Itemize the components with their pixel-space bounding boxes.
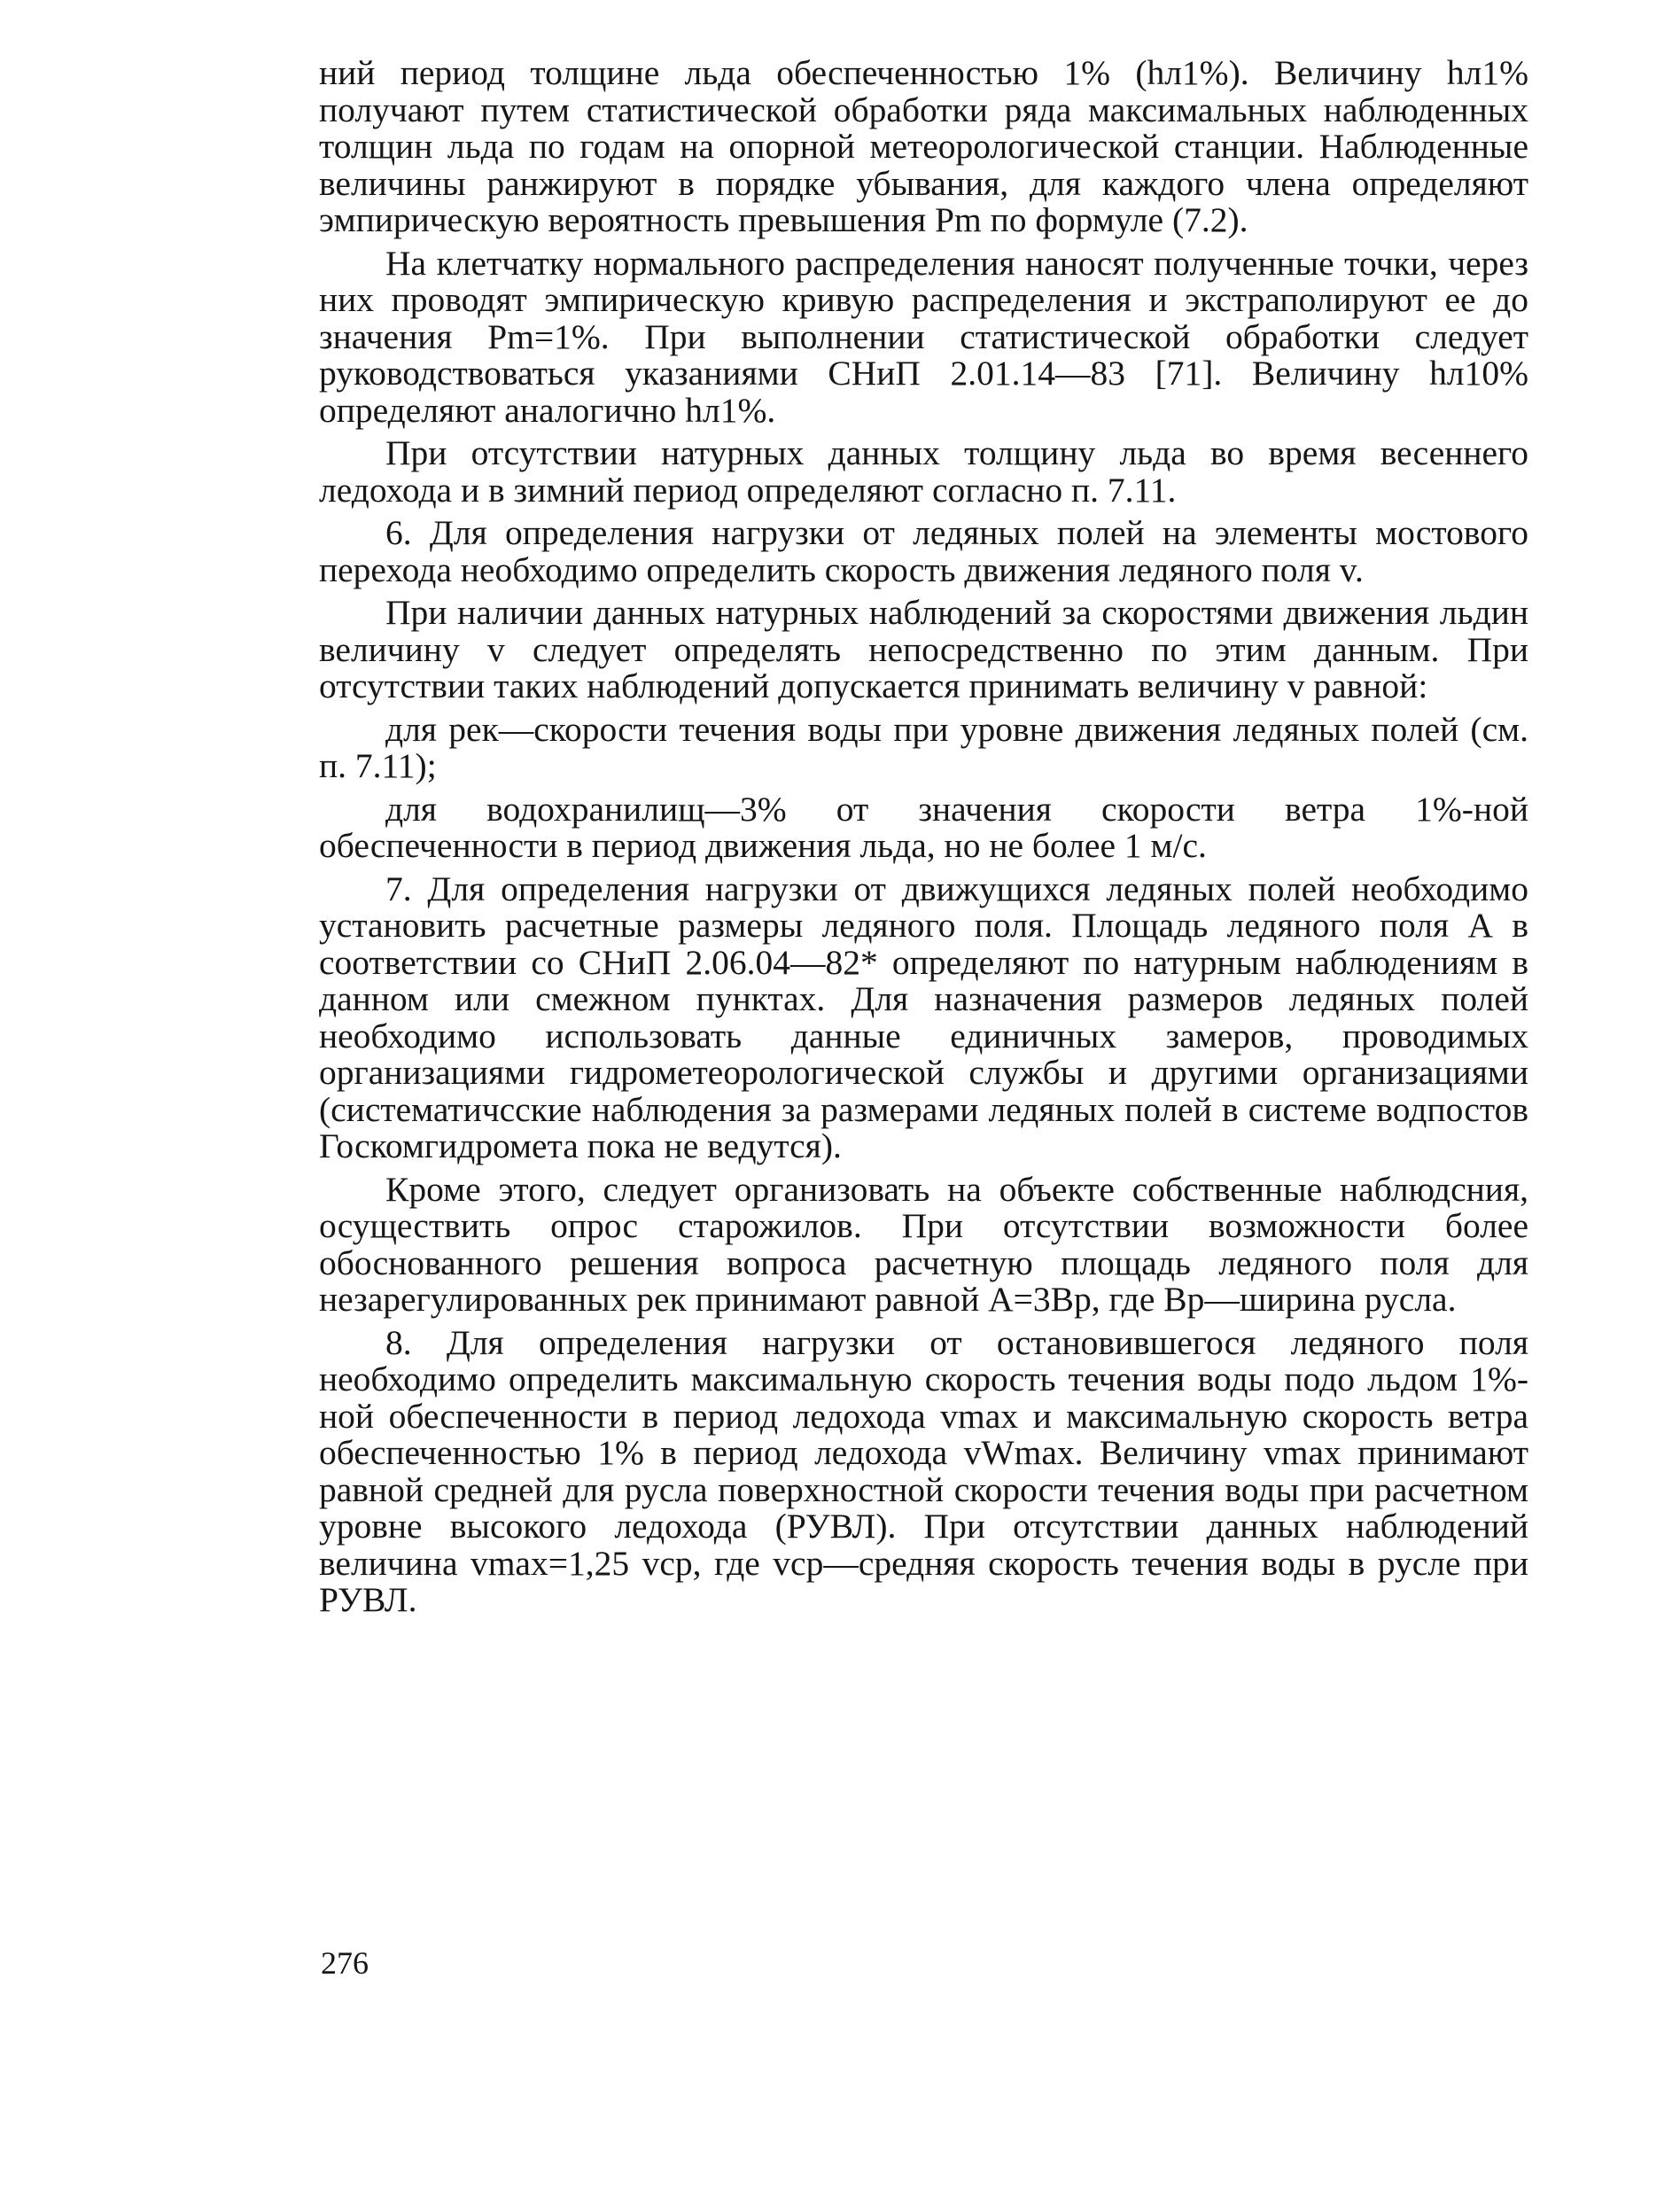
- paragraph-1: ний период толщине льда обеспеченностью 1% (hл1%). Величину hл1% получают путем статистической обработки ряда максимальных наблюденных толщин льда по годам на опорной метеорологической станции. Наблюденные величины ранжируют в порядке убывания, для каждого члена определяют эмпирическую вероятность превышения Pm по формуле (7.2).: [319, 53, 1528, 239]
- page-number: 276: [321, 1945, 369, 1981]
- paragraph-6: для рек—скорости течения воды при уровне движения ледяных полей (см. п. 7.11);: [319, 709, 1528, 785]
- paragraph-7: для водохранилищ—3% от значения скорости ветра 1%-ной обеспеченности в период движения льда, но не более 1 м/с.: [319, 789, 1528, 865]
- paragraph-10: 8. Для определения нагрузки от остановившегося ледяного поля необходимо определить максимальную скорость течения воды подо льдом 1%-ной обеспеченности в период ледохода vmax и максимальную скорость ветра обеспеченностью 1% в период ледохода vWmax. Величину vmax принимают равной средней для русла поверхностной скорости течения воды при расчетном уровне высокого ледохода (РУВЛ). При отсутствии данных наблюдений величина vmax=1,25 vср, где vср—средняя скорость течения воды в русле при РУВЛ.: [319, 1322, 1528, 1619]
- paragraph-2: На клетчатку нормального распределения наносят полученные точки, через них проводят эмпирическую кривую распределения и экстраполируют ее до значения Pm=1%. При выполнении статистической обработки следует руководствоваться указаниями СНиП 2.01.14—83 [71]. Величину hл10% определяют аналогично hл1%.: [319, 243, 1528, 430]
- paragraph-5: При наличии данных натурных наблюдений за скоростями движения льдин величину v следует определять непосредственно по этим данным. При отсутствии таких наблюдений допускается принимать величину v равной:: [319, 593, 1528, 705]
- paragraph-4: 6. Для определения нагрузки от ледяных полей на элементы мостового перехода необходимо определить скорость движения ледяного поля v.: [319, 513, 1528, 589]
- paragraph-8: 7. Для определения нагрузки от движущихся ледяных полей необходимо установить расчетные размеры ледяного поля. Площадь ледяного поля А в соответствии со СНиП 2.06.04—82* определяют по натурным наблюдениям в данном или смежном пунктах. Для назначения размеров ледяных полей необходимо использовать данные единичных замеров, проводимых организациями гидрометеорологической службы и другими организациями (систематичсские наблюдения за размерами ледяных полей в системе водпостов Госкомгидромета пока не ведутся).: [319, 868, 1528, 1165]
- page-body: [319, 55, 1528, 1625]
- paragraph-3: При отсутствии натурных данных толщину льда во время весеннего ледохода и в зимний период определяют согласно п. 7.11.: [319, 433, 1528, 510]
- paragraph-9: Кроме этого, следует организовать на объекте собственные наблюдсния, осуществить опрос старожилов. При отсутствии возможности более обоснованного решения вопроса расчетную площадь ледяного поля для незарегулированных рек принимают равной А=3Bр, где Bр—ширина русла.: [319, 1169, 1528, 1319]
